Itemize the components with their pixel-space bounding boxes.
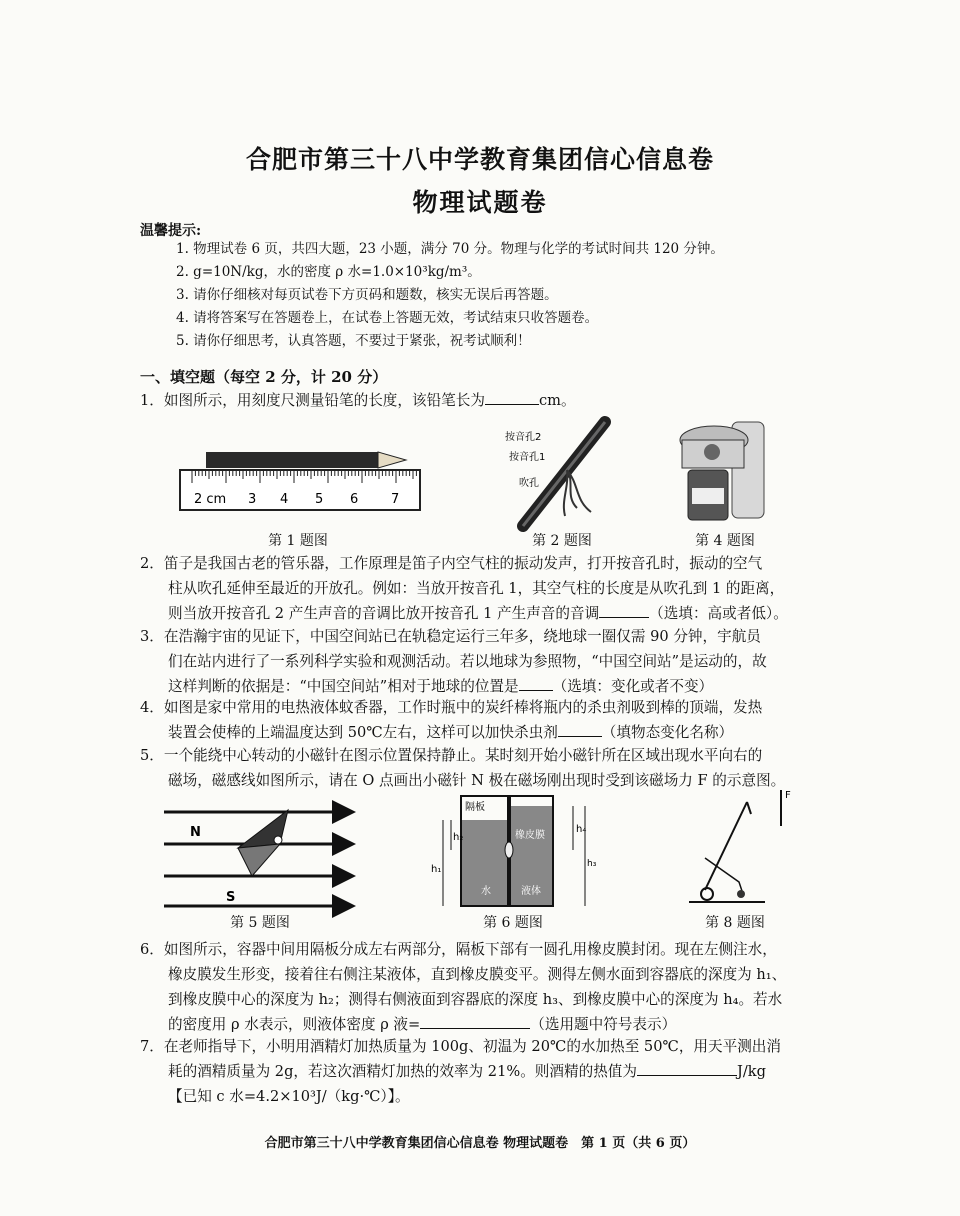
tip-item: 2. g=10N/kg，水的密度 ρ 水=1.0×10³kg/m³。 — [176, 264, 481, 280]
q5-line: 磁场，磁感线如图所示，请在 O 点画出小磁针 N 极在磁场刚出现时受到该磁场力 F 的示意图。 — [168, 772, 786, 789]
question-7 — [140, 1034, 840, 1109]
answer-blank — [558, 722, 602, 737]
ruler-label: 4 — [280, 492, 289, 507]
label-n: N — [190, 825, 201, 840]
q1-unit: cm。 — [538, 392, 576, 409]
label-liquid: 液体 — [521, 886, 541, 897]
q6-line: 到橡皮膜中心的深度为 h₂；测得右侧液面到容器底的深度 h₃、到橡皮膜中心的深度为 h₄。若水 — [168, 991, 783, 1008]
q2-text: 则当放开按音孔 2 产生声音的音调比放开按音孔 1 产生声音的音调 — [168, 605, 600, 622]
q6-line: 6．如图所示，容器中间用隔板分成左右两部分，隔板下部有一圆孔用橡皮膜封闭。现在左侧注水， — [140, 941, 777, 958]
q7-line: 【已知 c 水=4.2×10³J/（kg·℃）】。 — [168, 1088, 410, 1105]
tip-item: 5. 请你仔细思考，认真答题，不要过于紧张，祝考试顺利！ — [176, 333, 531, 349]
q2-line: 2．笛子是我国古老的管乐器，工作原理是笛子内空气柱的振动发声，打开按音孔时，振动的空气 — [140, 555, 763, 572]
lever-rod — [705, 802, 747, 890]
pivot-point-o — [274, 836, 282, 844]
question-3 — [140, 624, 830, 699]
ruler-label: 6 — [350, 492, 359, 507]
figure-6-caption: 第 6 题图 — [483, 915, 543, 931]
q2-text: （选填：高或者低）。 — [649, 605, 788, 622]
q3-text: 这样判断的依据是：“中国空间站”相对于地球的位置是 — [168, 678, 519, 695]
tips-heading: 温馨提示: — [140, 223, 202, 239]
answer-blank — [599, 603, 649, 618]
ruler-label: 7 — [391, 492, 400, 507]
label-h4: h₄ — [576, 824, 587, 835]
ruler-label: 5 — [315, 492, 324, 507]
answer-blank — [637, 1061, 737, 1076]
page-title: 合肥市第三十八中学教育集团信心信息卷 — [245, 145, 714, 174]
figure-5-magnet-field — [160, 800, 360, 918]
q3-line: 们在站内进行了一系列科学实验和观测活动。若以地球为参照物，“中国空间站”是运动的，故 — [168, 653, 767, 670]
flute-label-blow-hole: 吹孔 — [519, 478, 539, 489]
label-h1: h₁ — [431, 864, 442, 875]
label-h2: h₂ — [453, 832, 464, 843]
question-6 — [140, 937, 840, 1037]
page-footer: 合肥市第三十八中学教育集团信心信息卷 物理试题卷 第 1 页（共 6 页） — [264, 1136, 696, 1151]
figure-8-caption: 第 8 题图 — [705, 915, 765, 931]
section-title: 一、填空题（每空 2 分，计 20 分） — [140, 368, 388, 386]
answer-blank — [485, 390, 539, 405]
q1-text: 1．如图所示，用刻度尺测量铅笔的长度，该铅笔长为 — [140, 392, 485, 409]
tip-item: 3. 请你仔细核对每页试卷下方页码和题数，核实无误后再答题。 — [176, 287, 558, 303]
pencil-tip — [378, 452, 406, 468]
figure-1-caption: 第 1 题图 — [268, 533, 328, 549]
q4-text: （填物态变化名称） — [601, 724, 734, 741]
rubber-membrane — [505, 842, 513, 858]
figure-2-caption: 第 2 题图 — [532, 533, 592, 549]
heater-vent — [704, 444, 720, 460]
q4-text: 装置会使棒的上端温度达到 50℃左右，这样可以加快杀虫剂 — [168, 724, 558, 741]
q7-line — [140, 1059, 840, 1084]
flute-tassel — [564, 470, 591, 516]
question-1 — [140, 388, 576, 413]
ruler-label: 2 cm — [194, 492, 227, 507]
label-water: 水 — [481, 886, 491, 897]
tip-item: 1. 物理试卷 6 页，共四大题，23 小题，满分 70 分。物理与化学的考试时间共 120 分钟。 — [176, 241, 724, 257]
q6-line: 橡皮膜发生形变，接着往右侧注某液体，直到橡皮膜变平。测得左侧水面到容器底的深度为 h₁、 — [168, 966, 787, 983]
figure-2-flute — [505, 416, 617, 532]
flute-label-hole-1: 按音孔1 — [509, 452, 546, 463]
answer-blank — [420, 1014, 530, 1029]
q5-line: 5．一个能绕中心转动的小磁针在图示位置保持静止。某时刻开始小磁针所在区域出现水平向右的 — [140, 747, 763, 764]
label-h3: h₃ — [587, 859, 597, 869]
q4-line — [140, 720, 830, 745]
question-4 — [140, 695, 830, 745]
q7-text: J/kg — [736, 1063, 766, 1080]
label-s: S — [226, 890, 236, 905]
label-membrane: 橡皮膜 — [515, 830, 545, 841]
lever-handle — [747, 802, 751, 814]
q7-line: 7．在老师指导下，小明用酒精灯加热质量为 100g、初温为 20℃的水加热至 50℃，用天平测出消 — [140, 1038, 781, 1055]
weight-g — [737, 890, 745, 898]
label-partition: 隔板 — [465, 802, 485, 813]
q3-line: 3．在浩瀚宇宙的见证下，中国空间站已在轨稳定运行三年多，绕地球一圈仅需 90 分钟，宇航员 — [140, 628, 761, 645]
answer-blank — [519, 676, 553, 691]
label-f: F — [785, 790, 791, 801]
q4-line: 4．如图是家中常用的电热液体蚊香器，工作时瓶中的炭纤棒将瓶内的杀虫剂吸到棒的顶端，发热 — [140, 699, 763, 716]
pivot-wheel — [701, 888, 713, 900]
pencil-body — [206, 452, 406, 468]
q6-text: （选用题中符号表示） — [530, 1016, 677, 1033]
figure-6-container — [425, 796, 595, 914]
flute-label-hole-2: 按音孔2 — [505, 432, 542, 443]
figure-1-ruler-pencil — [178, 446, 426, 512]
figure-5-caption: 第 5 题图 — [230, 915, 290, 931]
q2-line — [140, 601, 830, 626]
q7-text: 耗的酒精质量为 2g，若这次酒精灯加热的效率为 21%。则酒精的热值为 — [168, 1063, 637, 1080]
figure-4-heater — [672, 418, 768, 524]
figure-4-caption: 第 4 题图 — [695, 533, 755, 549]
q2-line: 柱从吹孔延伸至最近的开放孔。例如：当放开按音孔 1，其空气柱的长度是从吹孔到 1 的距离， — [168, 580, 785, 597]
page-subtitle: 物理试题卷 — [412, 188, 548, 217]
ruler-label: 3 — [248, 492, 257, 507]
figure-8-lever — [685, 786, 795, 912]
compass-needle-s — [238, 844, 280, 876]
bottle-label — [692, 488, 724, 504]
q3-text: （选填：变化或者不变） — [552, 678, 714, 695]
tip-item: 4. 请将答案写在答题卷上，在试卷上答题无效，考试结束只收答题卷。 — [176, 310, 599, 326]
q6-text: 的密度用 ρ 水表示，则液体密度 ρ 液= — [168, 1016, 421, 1033]
question-2 — [140, 551, 830, 626]
